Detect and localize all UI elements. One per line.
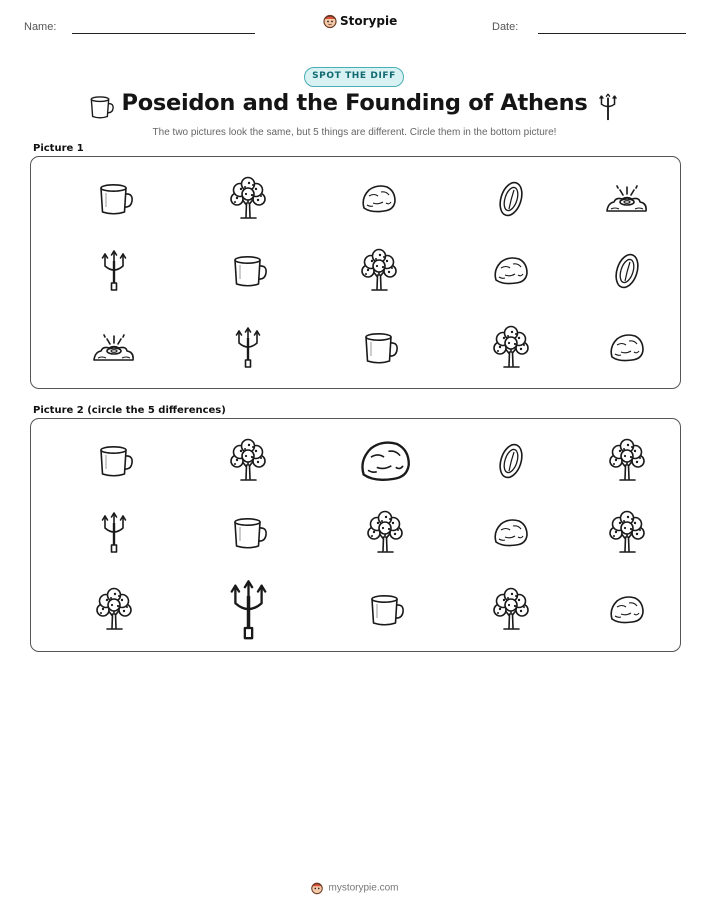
storypie-mascot-icon [310,881,324,895]
brand-logo [322,13,398,31]
trident-icon [91,248,137,294]
picture-2-panel[interactable] [30,418,681,652]
rock-icon[interactable] [488,510,534,556]
mug-icon[interactable] [362,587,408,633]
spot-the-diff-badge: SPOT THE DIFF [304,67,404,87]
olive-tree-icon[interactable] [488,587,534,633]
mug-icon[interactable] [91,438,137,484]
name-field-line[interactable] [72,33,255,34]
rock-icon [488,248,534,294]
trident-icon[interactable] [91,510,137,556]
name-label: Name: [24,21,57,33]
brand-name: Storypie [340,14,398,28]
olive-tree-icon[interactable] [362,510,408,556]
olive-tree-icon [488,325,534,371]
olive-tree-icon [225,176,271,222]
footer-url[interactable]: mystorypie.com [328,882,399,894]
instructions: The two pictures look the same, but 5 things are different. Circle them in the bottom picture! [152,127,557,138]
trident-icon [225,325,271,371]
olive-tree-icon[interactable] [225,438,271,484]
olive-icon [604,248,650,294]
mug-icon [225,248,271,294]
olive-icon [488,176,534,222]
date-field-line[interactable] [538,33,686,34]
olive-tree-icon[interactable] [604,510,650,556]
title-trident-icon [594,92,622,126]
picture-2-label: Picture 2 (circle the 5 differences) [33,405,226,416]
picture-1-label: Picture 1 [33,143,84,154]
mug-icon [91,176,137,222]
storypie-mascot-icon [322,13,338,29]
page-title: Poseidon and the Founding of Athens [121,90,588,116]
mug-icon[interactable] [225,510,271,556]
rock-icon [356,176,402,222]
mug-icon [356,325,402,371]
rock-icon[interactable] [352,428,419,495]
footer [0,881,709,895]
trident-icon[interactable] [215,577,282,644]
rock-icon[interactable] [604,587,650,633]
olive-icon[interactable] [488,438,534,484]
picture-1-panel [30,156,681,389]
olive-tree-icon[interactable] [604,438,650,484]
rock-icon [604,325,650,371]
date-label: Date: [492,21,519,33]
olive-tree-icon[interactable] [91,587,137,633]
olive-tree-icon [356,248,402,294]
spring-icon [604,176,650,222]
spring-icon [91,325,137,371]
